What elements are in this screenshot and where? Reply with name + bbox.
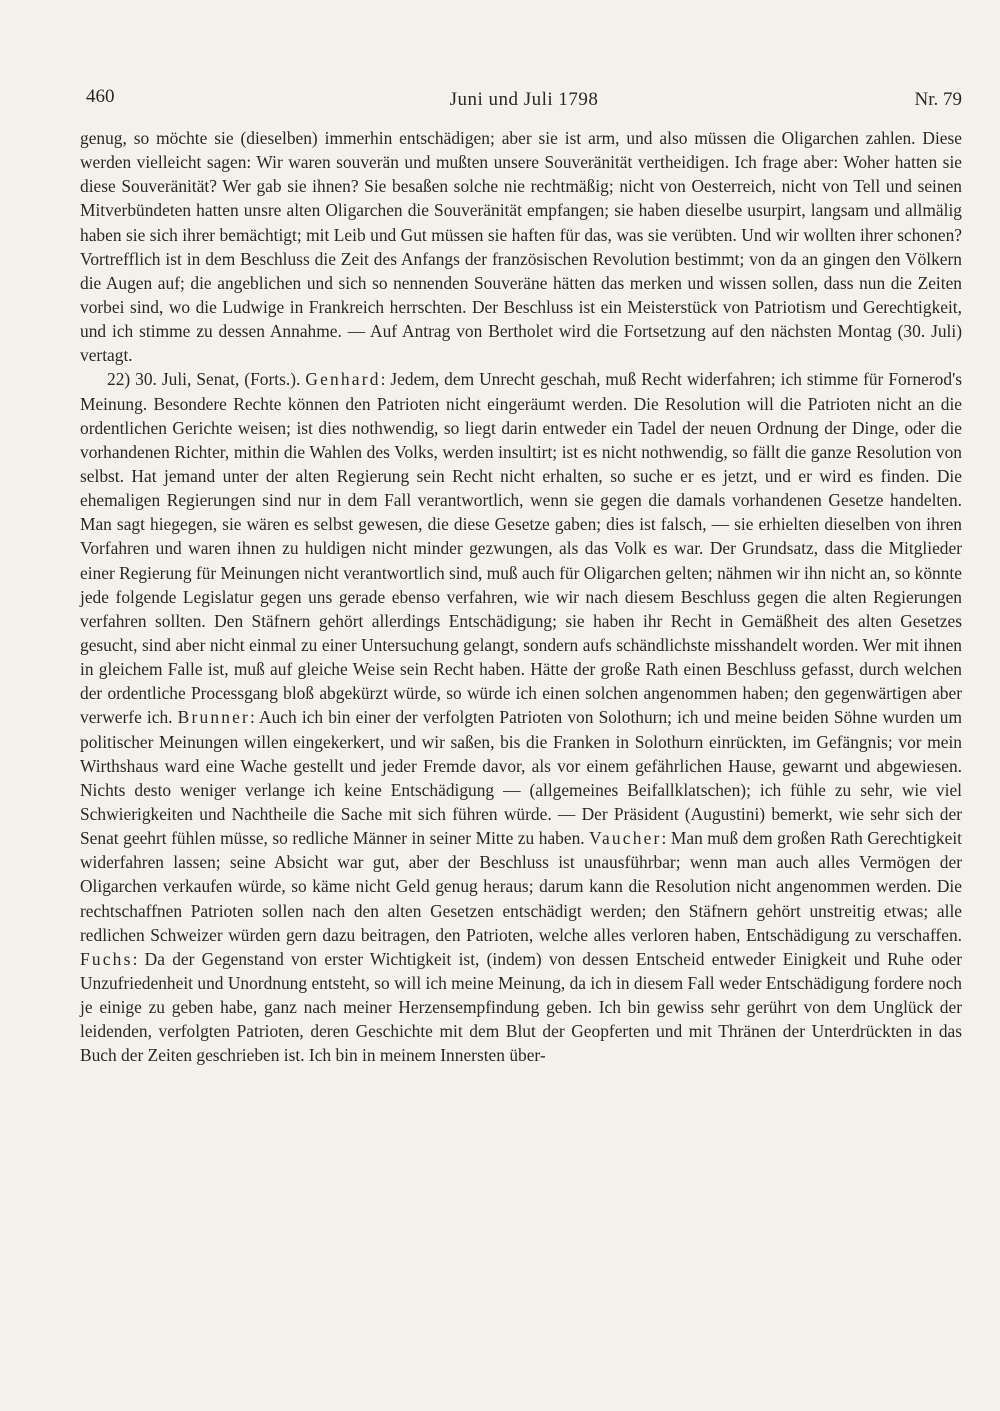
speaker-genhard: Genhard bbox=[305, 369, 381, 390]
entry-intro: 22) 30. Juli, Senat, (Forts.). bbox=[107, 369, 301, 390]
speaker-vaucher: Vaucher bbox=[589, 828, 662, 849]
speech-vaucher: : Man muß dem großen Rath Gerechtigkeit widerfahren lassen; seine Absicht war gut, aber der Beschluss ist unausführbar; wenn man auch alles Vermögen der Oligarchen verkaufen würde, so käme nicht Geld genug heraus; darum kann die Resolution nicht angenommen werden. Die rechtschaffnen Patrioten sollen nach den alten Gesetzen entschädigt werden; den Stäfnern gehört unstreitig etwas; alle redlichen Schweizer würden gern dazu beitragen, den Patrioten, welche alles verloren haben, Entschädigung zu verschaffen. bbox=[80, 828, 962, 945]
page-number: 460 bbox=[86, 86, 115, 107]
paragraph-continuation: genug, so möchte sie (dieselben) immerhin entschädigen; aber sie ist arm, und also müssen die Oligarchen zahlen. Diese werden vielleicht sagen: Wir waren souverän und mußten unsere Souveränität vertheidigen. Ich frage aber: Woher hatten sie diese Souveränität? Wer gab sie ihnen? Sie besaßen solche nie rechtmäßig; nicht von Oesterreich, nicht von Tell und seinen Mitverbündeten hatten unsre alten Oligarchen die Souveränität empfangen; sie haben dieselbe usurpirt, langsam und allmälig haben sie sich ihrer bemächtigt; mit Leib und Gut müssen sie haften für das, was sie verübten. Und wir wollten ihrer schonen? Vortrefflich ist in dem Beschluss die Zeit des Anfangs der französischen Revolution bestimmt; von da an gingen den Völkern die Augen auf; die angeblichen und sich so nennenden Souveräne hätten das merken und wissen sollen, dass nun die Zeiten vorbei sind, wo die Ludwige in Frankreich herrschten. Der Beschluss ist ein Meisterstück von Patriotism und Gerechtigkeit, und ich stimme zu dessen Annahme. — Auf Antrag von Bertholet wird die Fortsetzung auf den nächsten Montag (30. Juli) vertagt. bbox=[80, 128, 962, 366]
speech-fuchs: : Da der Gegenstand von erster Wichtigkeit ist, (indem) von dessen Entscheid entweder Einigkeit und Ruhe oder Unzufriedenheit und Unordnung entsteht, so will ich meine Meinung, da ich in diesem Fall weder Entschädigung fordere noch je einige zu geben habe, ganz nach meiner Herzensempfindung geben. Ich bin gewiss sehr gerührt von dem Unglück der leidenden, verfolgten Patrioten, deren Geschichte mit dem Blut der Geopferten und mit Thränen der Unterdrückten in das Buch der Zeiten geschrieben ist. Ich bin in meinem Innersten über- bbox=[80, 948, 962, 1066]
speaker-fuchs: Fuchs bbox=[80, 948, 133, 969]
body-text bbox=[80, 126, 962, 1067]
page-title: Juni und Juli 1798 bbox=[449, 89, 599, 110]
paragraph-entry-22 bbox=[80, 367, 962, 1067]
speech-brunner: : Auch ich bin einer der verfolgten Patrioten von Solothurn; ich und meine beiden Söhne wurden um politischer Meinungen willen eingekerkert, und wir saßen, bis die Franken in Solothurn einrückten, im Gefängnis; vor mein Wirthshaus ward eine Wache gestellt und jeder Fremde davor, als vor einem gefährlichen Hause, gewarnt und abgewiesen. Nichts desto weniger verlange ich keine Entschädigung — (allgemeines Beifallklatschen); ich fühle zu sehr, wie viel Schwierigkeiten und Nachtheile die Sache mit sich führen würde. — Der Präsident (Augustini) bemerkt, wie sehr sich der Senat geehrt fühlen müsse, so redliche Männer in seiner Mitte zu haben. bbox=[80, 707, 962, 849]
speech-genhard: : Jedem, dem Unrecht geschah, muß Recht widerfahren; ich stimme für Fornerod's Meinung. Besondere Rechte können den Patrioten nicht eingeräumt werden. Die Resolution will die Patrioten nicht an die ordentlichen Gerichte weisen; ist dies nothwendig, so liegt darin entweder ein Tadel der neuen Ordnung der Dinge, oder die vorhandenen Richter, mithin die Wahlen des Volks, werden insultirt; ist es nicht nothwendig, so fällt die ganze Resolution von selbst. Hat jemand unter der alten Regierung sein Recht nicht erhalten, so suche er es jetzt, und er wird es finden. Die ehemaligen Regierungen sind nur in dem Fall verantwortlich, wenn sie gegen die damals vorhandenen Gesetze handelten. Man sagt hiegegen, sie wären es selbst gewesen, die diese Gesetze gaben; dies ist falsch, — sie erhielten dieselben von ihren Vorfahren und waren ihnen zu huldigen nicht minder gezwungen, als das Volk es war. Der Grundsatz, dass die Mitglieder einer Regierung für Meinungen nicht verantwortlich sind, muß auch für Oligarchen gelten; nähmen wir ihn nicht an, so könnte jede folgende Legislatur gegen uns gerade ebenso verfahren, wie wir nach diesem Beschluss gegen die alten Regierungen verfahren sollten. Den Stäfnern gehört allerdings Entschädigung; sie haben ihr Recht in Gemäßheit des alten Gesetzes gesucht, sind aber nicht einmal zu einer Untersuchung gelangt, sondern aufs schändlichste misshandelt worden. Wer mit ihnen in gleichem Falle ist, muß auf gleiche Weise sein Recht haben. Hätte der große Rath einen Beschluss gefasst, durch welchen der ordentliche Processgang bloß abgekürzt würde, so würde ich einen solchen angenommen haben; den gegenwärtigen aber verwerfe ich. bbox=[80, 369, 962, 728]
document-number: Nr. 79 bbox=[914, 89, 962, 110]
speaker-brunner: Brunner bbox=[177, 707, 251, 728]
running-header bbox=[86, 86, 962, 116]
